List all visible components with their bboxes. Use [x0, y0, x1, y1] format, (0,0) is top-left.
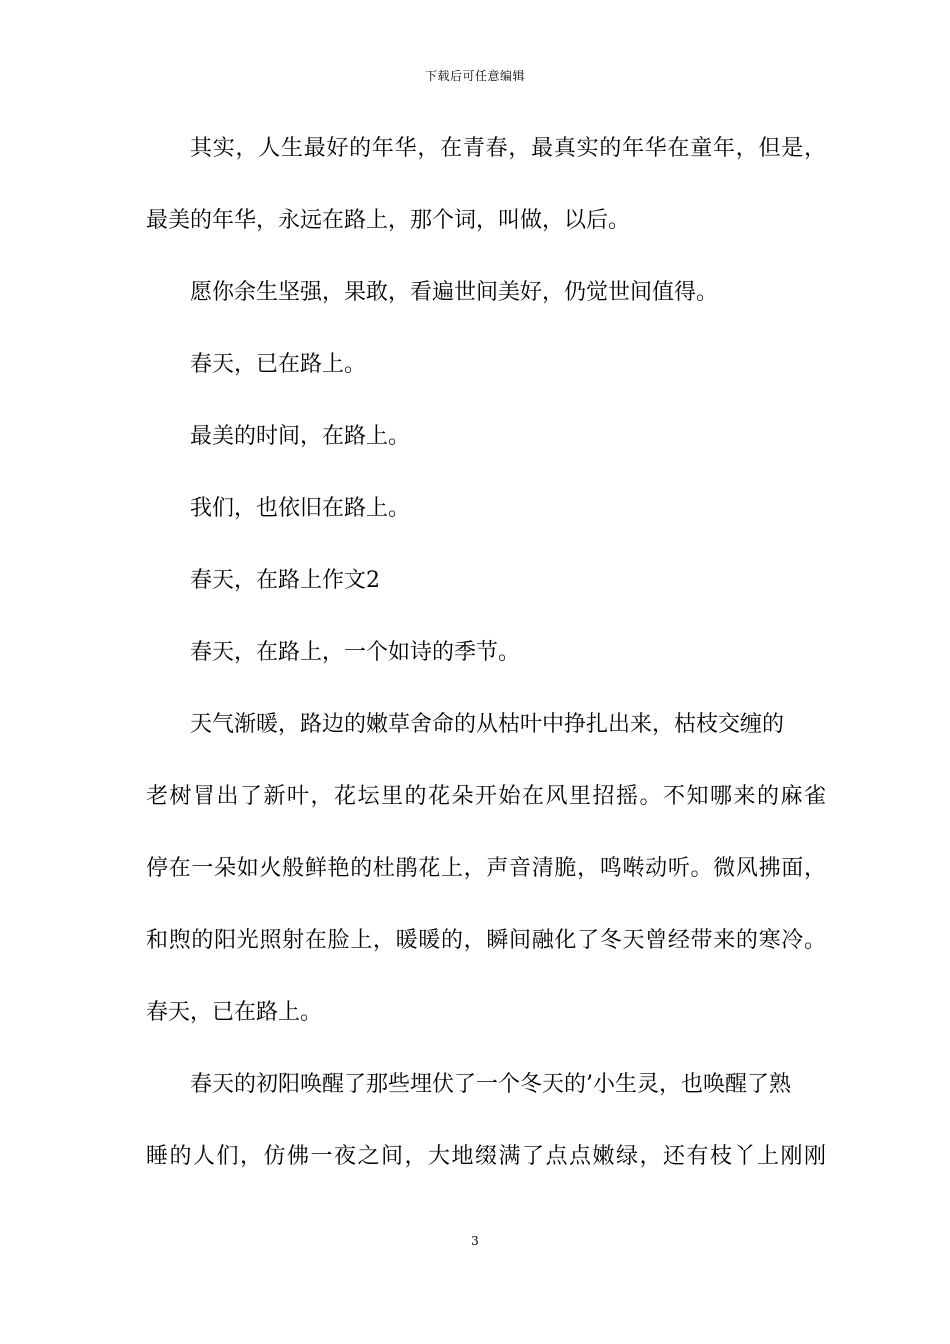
- paragraph-line: 最美的时间，在路上。: [190, 424, 411, 449]
- paragraph-line: 睡的人们，仿佛一夜之间，大地缀满了点点嫩绿，还有枝丫上刚刚: [146, 1144, 826, 1169]
- page-number: 3: [471, 1234, 479, 1248]
- page-header-note: 下载后可任意编辑: [424, 69, 525, 83]
- paragraph-line: 春天的初阳唤醒了那些埋伏了一个冬天的’小生灵，也唤醒了熟: [190, 1072, 791, 1097]
- paragraph-line: 老树冒出了新叶，花坛里的花朵开始在风里招摇。不知哪来的麻雀: [146, 784, 826, 809]
- paragraph-line: 春天，已在路上。: [190, 352, 367, 377]
- paragraph-line: 和煦的阳光照射在脸上，暖暖的，瞬间融化了冬天曾经带来的寒冷。: [146, 928, 826, 953]
- paragraph-line: 春天，已在路上。: [146, 1000, 323, 1025]
- paragraph-line: 停在一朵如火般鲜艳的杜鹃花上，声音清脆，鸣啭动听。微风拂面，: [146, 856, 826, 881]
- paragraph-line: 天气渐暖，路边的嫩草舍命的从枯叶中挣扎出来，枯枝交缠的: [190, 712, 785, 737]
- document-body: [146, 132, 826, 1212]
- paragraph-line: 最美的年华，永远在路上，那个词，叫做，以后。: [146, 208, 631, 233]
- paragraph-line: 春天，在路上，一个如诗的季节。: [190, 640, 521, 665]
- paragraph-line: 其实，人生最好的年华，在青春，最真实的年华在童年，但是，: [190, 136, 826, 161]
- paragraph-line: 愿你余生坚强，果敢，看遍世间美好，仍觉世间值得。: [190, 280, 719, 305]
- paragraph-line: 我们，也依旧在路上。: [190, 496, 411, 521]
- section-title: 春天，在路上作文2: [190, 568, 380, 593]
